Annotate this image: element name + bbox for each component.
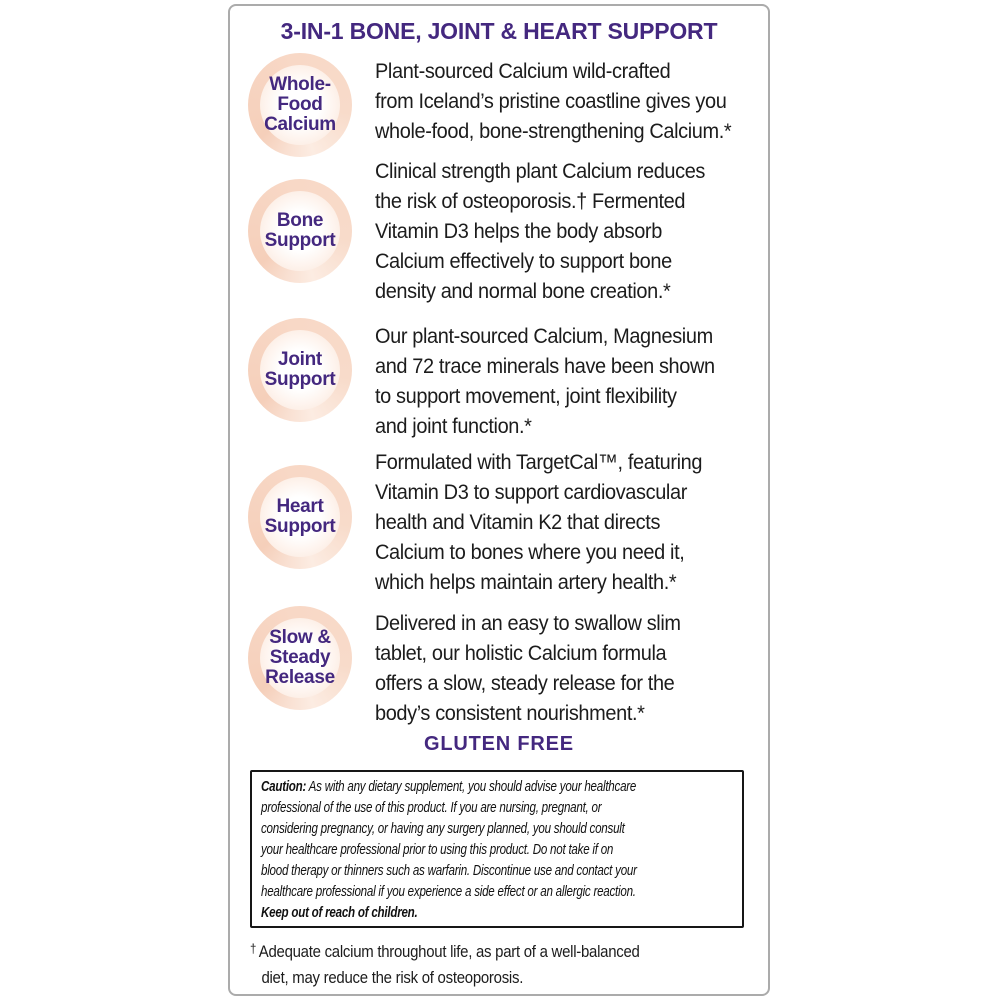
paragraph-heart-support <box>375 448 775 598</box>
badge-label-line: Heart <box>276 496 324 517</box>
footnote-line-1 <box>250 936 690 965</box>
badge-label-line: Steady <box>269 647 331 668</box>
badge-slow-steady-release-label <box>260 618 340 698</box>
paragraph-joint-support <box>375 322 775 442</box>
paragraph-line: and joint function.* <box>375 415 532 438</box>
paragraph-line: Our plant-sourced Calcium, Magnesium <box>375 325 713 348</box>
paragraph-line: Formulated with TargetCal™, featuring <box>375 451 703 474</box>
badge-label-line: Release <box>265 667 335 688</box>
badge-bone-support <box>248 179 352 283</box>
label-panel <box>228 4 770 996</box>
paragraph-line: Delivered in an easy to swallow slim <box>375 612 681 635</box>
badge-whole-food-calcium <box>248 53 352 157</box>
caution-lines <box>261 798 733 903</box>
label-content <box>230 6 768 994</box>
footnote-line-2: diet, may reduce the risk of osteoporosis. <box>261 968 524 987</box>
paragraph-line: Clinical strength plant Calcium reduces <box>375 160 706 183</box>
gluten-free-text: GLUTEN FREE <box>424 733 574 755</box>
caution-keep-out-line: Keep out of reach of children. <box>261 905 418 921</box>
badge-heart-support <box>248 465 352 569</box>
badge-label-line: Slow & <box>269 627 331 648</box>
badge-label-line: Support <box>264 369 336 390</box>
badge-label-line: Joint <box>278 349 322 370</box>
badge-label-line: Support <box>264 516 336 537</box>
paragraph-line: whole-food, bone-strengthening Calcium.* <box>375 120 732 143</box>
footnote <box>250 936 750 991</box>
caution-line: blood therapy or thinners such as warfarin. Discontinue use and contact your <box>261 863 637 879</box>
caution-line-first-text: As with any dietary supplement, you should advise your healthcare <box>306 779 637 795</box>
caution-label: Caution: <box>261 779 307 795</box>
page-title: 3-IN-1 BONE, JOINT & HEART SUPPORT <box>280 18 718 44</box>
badge-slow-steady-release <box>248 606 352 710</box>
paragraph-slow-steady-release <box>375 609 775 729</box>
paragraph-line: Calcium to bones where you need it, <box>375 541 685 564</box>
footnote-line-1-text: Adequate calcium throughout life, as part of a well-balanced <box>258 942 640 961</box>
caution-line: professional of the use of this product. If you are nursing, pregnant, or <box>261 800 602 816</box>
paragraph-line: which helps maintain artery health.* <box>375 571 677 594</box>
paragraph-line: and 72 trace minerals have been shown <box>375 355 715 378</box>
caution-box <box>250 770 744 928</box>
caution-line: healthcare professional if you experience a side effect or an allergic reaction. <box>261 884 636 900</box>
badge-bone-support-label <box>260 191 340 271</box>
caution-line: your healthcare professional prior to using this product. Do not take if on <box>261 842 614 858</box>
dagger-symbol: † <box>250 941 257 956</box>
paragraph-line: tablet, our holistic Calcium formula <box>375 642 667 665</box>
paragraph-line: body’s consistent nourishment.* <box>375 702 645 725</box>
paragraph-line: from Iceland’s pristine coastline gives you <box>375 90 727 113</box>
paragraph-line: the risk of osteoporosis.† Fermented <box>375 190 686 213</box>
paragraph-line: density and normal bone creation.* <box>375 280 671 303</box>
paragraph-line: Calcium effectively to support bone <box>375 250 672 273</box>
badge-heart-support-label <box>260 477 340 557</box>
badge-label-line: Bone <box>276 210 324 231</box>
badge-label-line: Calcium <box>264 114 336 135</box>
paragraph-line: to support movement, joint flexibility <box>375 385 677 408</box>
paragraph-bone-support <box>375 157 775 307</box>
badge-joint-support <box>248 318 352 422</box>
caution-line: considering pregnancy, or having any surgery planned, you should consult <box>261 821 625 837</box>
paragraph-whole-food-calcium <box>375 57 775 147</box>
paragraph-line: health and Vitamin K2 that directs <box>375 511 661 534</box>
badge-label-line: Whole- <box>269 74 331 95</box>
caution-line-first <box>261 777 639 798</box>
paragraph-line: Vitamin D3 to support cardiovascular <box>375 481 687 504</box>
paragraph-line: Plant-sourced Calcium wild-crafted <box>375 60 671 83</box>
badge-joint-support-label <box>260 330 340 410</box>
paragraph-line: Vitamin D3 helps the body absorb <box>375 220 662 243</box>
badge-label-line: Support <box>264 230 336 251</box>
badge-label-line: Food <box>277 94 323 115</box>
badge-whole-food-calcium-label <box>260 65 340 145</box>
paragraph-line: offers a slow, steady release for the <box>375 672 675 695</box>
